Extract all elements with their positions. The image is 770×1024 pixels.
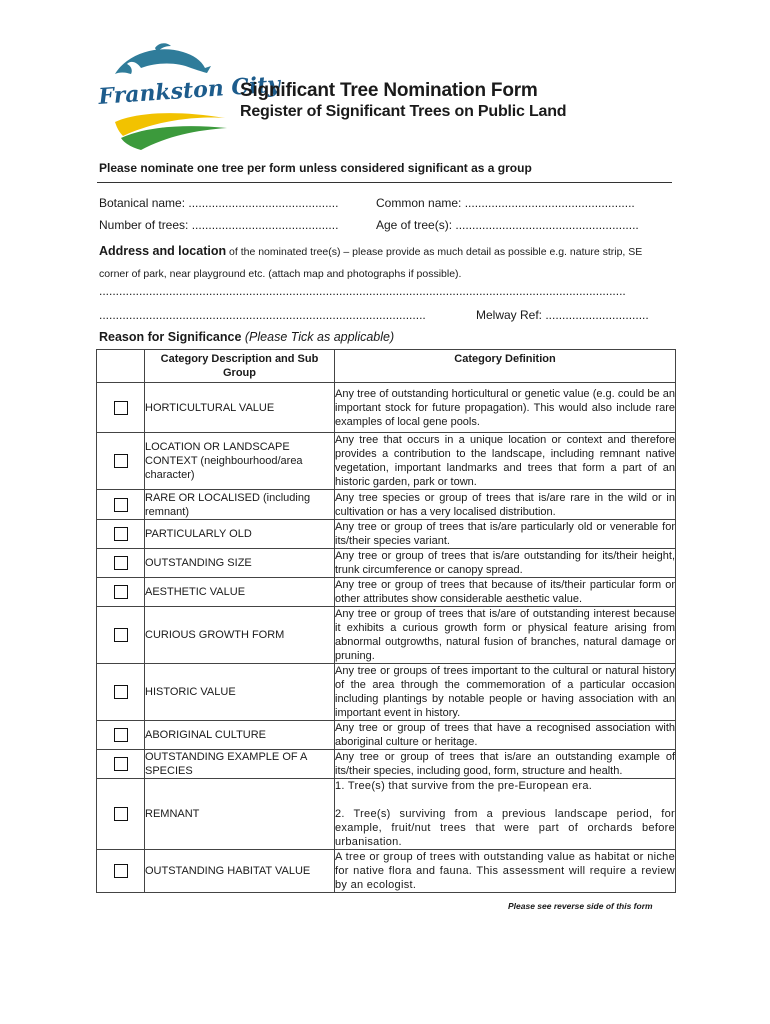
category-label: OUTSTANDING HABITAT VALUE xyxy=(145,850,335,893)
category-definition: Any tree or group of trees that is/are outstanding for its/their height, trunk circumference or canopy spread. xyxy=(335,550,675,576)
table-row xyxy=(97,549,676,578)
address-line-2[interactable]: .................................................................................................. xyxy=(99,308,426,322)
table-row xyxy=(97,750,676,779)
checkbox-curious[interactable] xyxy=(114,628,128,642)
address-label: Address and location xyxy=(99,244,227,258)
remnant-definition-1: 1. Tree(s) that survive from the pre-European era. xyxy=(335,780,593,792)
checkbox-horticultural[interactable] xyxy=(114,401,128,415)
table-row xyxy=(97,520,676,549)
page-title: Significant Tree Nomination Form xyxy=(240,80,538,101)
category-definition xyxy=(335,779,676,850)
category-label: ABORIGINAL CULTURE xyxy=(145,721,335,750)
divider xyxy=(97,182,672,183)
table-row xyxy=(97,664,676,721)
category-label: LOCATION OR LANDSCAPE CONTEXT (neighbourhood/area character) xyxy=(145,433,335,490)
category-label: HORTICULTURAL VALUE xyxy=(145,383,335,433)
table-row xyxy=(97,490,676,520)
dolphin-icon xyxy=(115,49,211,74)
category-label: HISTORIC VALUE xyxy=(145,664,335,721)
common-name-field[interactable]: Common name: ................................................... xyxy=(376,196,635,210)
checkbox-example[interactable] xyxy=(114,757,128,771)
age-of-trees-field[interactable]: Age of tree(s): ....................................................... xyxy=(376,218,639,232)
table-row xyxy=(97,578,676,607)
table-header-row xyxy=(97,350,676,383)
table-row xyxy=(97,607,676,664)
table-row xyxy=(97,383,676,433)
category-label: CURIOUS GROWTH FORM xyxy=(145,607,335,664)
table-row xyxy=(97,850,676,893)
reason-label: Reason for Significance xyxy=(99,330,242,344)
category-label: RARE OR LOCALISED (including remnant) xyxy=(145,490,335,520)
category-definition: Any tree or group of trees that is/are particularly old or venerable for its/their species variant. xyxy=(335,521,675,547)
checkbox-location[interactable] xyxy=(114,454,128,468)
header-checkbox-col xyxy=(97,350,145,383)
category-definition: Any tree that occurs in a unique location or context and therefore provides a contribution to the landscape, including remnant native vegetation, important landmarks and trees that form a part of an historic garden, park or town. xyxy=(335,434,675,488)
checkbox-aboriginal[interactable] xyxy=(114,728,128,742)
logo-wordmark: Frankston City xyxy=(97,71,281,110)
category-definition: Any tree or group of trees that is/are an outstanding example of its/their species, including good, form, structure and health. xyxy=(335,751,675,777)
category-definition: Any tree or groups of trees important to the cultural or natural history of the area through the commemoration of a particular occasion including plantings by notable people or having association with an important event in history. xyxy=(335,665,675,719)
checkbox-aesthetic[interactable] xyxy=(114,585,128,599)
category-definition: A tree or group of trees with outstanding value as habitat or niche for native flora and fauna. This assessment will require a review by an ecologist. xyxy=(335,851,675,891)
category-definition: Any tree or group of trees that have a recognised association with aboriginal culture or heritage. xyxy=(335,722,675,748)
header-category: Category Description and Sub Group xyxy=(145,350,335,383)
category-label: OUTSTANDING SIZE xyxy=(145,549,335,578)
category-definition: Any tree of outstanding horticultural or genetic value (e.g. could be an important stock for future propagation). This would also include rare examples of local gene pools. xyxy=(335,383,676,433)
remnant-definition-2: 2. Tree(s) surviving from a previous landscape period, for example, fruit/nut trees that were part of orchards before urbanisation. xyxy=(335,808,675,848)
instruction-text: Please nominate one tree per form unless considered significant as a group xyxy=(99,161,532,175)
table-row xyxy=(97,779,676,850)
frankston-city-logo xyxy=(97,40,281,152)
category-label: REMNANT xyxy=(145,779,335,850)
category-definition: Any tree or group of trees that is/are of outstanding interest because it exhibits a curious growth form or physical feature arising from abnormal outgrowths, natural fusion of branches, natural damage or pruning. xyxy=(335,608,675,662)
address-text: of the nominated tree(s) – please provide as much detail as possible e.g. nature strip, SE corner of park, near playground etc. (attach map and photographs if possible). xyxy=(99,246,643,280)
category-label: PARTICULARLY OLD xyxy=(145,520,335,549)
checkbox-habitat[interactable] xyxy=(114,864,128,878)
header-definition: Category Definition xyxy=(335,350,676,383)
category-definition: Any tree or group of trees that because of its/their particular form or other attributes show considerable aesthetic value. xyxy=(335,579,675,605)
checkbox-historic[interactable] xyxy=(114,685,128,699)
table-row xyxy=(97,433,676,490)
table-row xyxy=(97,721,676,750)
checkbox-remnant[interactable] xyxy=(114,807,128,821)
checkbox-old[interactable] xyxy=(114,527,128,541)
category-label: AESTHETIC VALUE xyxy=(145,578,335,607)
number-of-trees-field[interactable]: Number of trees: ............................................ xyxy=(99,218,339,232)
category-definition: Any tree species or group of trees that is/are rare in the wild or in cultivation or has a very localised distribution. xyxy=(335,491,675,518)
address-instruction xyxy=(99,240,674,285)
checkbox-size[interactable] xyxy=(114,556,128,570)
melway-ref-field[interactable]: Melway Ref: ............................... xyxy=(476,308,649,322)
address-line-1[interactable]: .............................................................................................................................................................. xyxy=(99,284,626,298)
reason-hint: (Please Tick as applicable) xyxy=(244,330,395,344)
significance-table xyxy=(96,349,676,893)
checkbox-rare[interactable] xyxy=(114,498,128,512)
page-subtitle: Register of Significant Trees on Public Land xyxy=(240,103,567,120)
footer-note: Please see reverse side of this form xyxy=(508,901,653,911)
reason-heading xyxy=(99,330,394,344)
category-label: OUTSTANDING EXAMPLE OF A SPECIES xyxy=(145,750,335,779)
botanical-name-field[interactable]: Botanical name: ............................................. xyxy=(99,196,339,210)
